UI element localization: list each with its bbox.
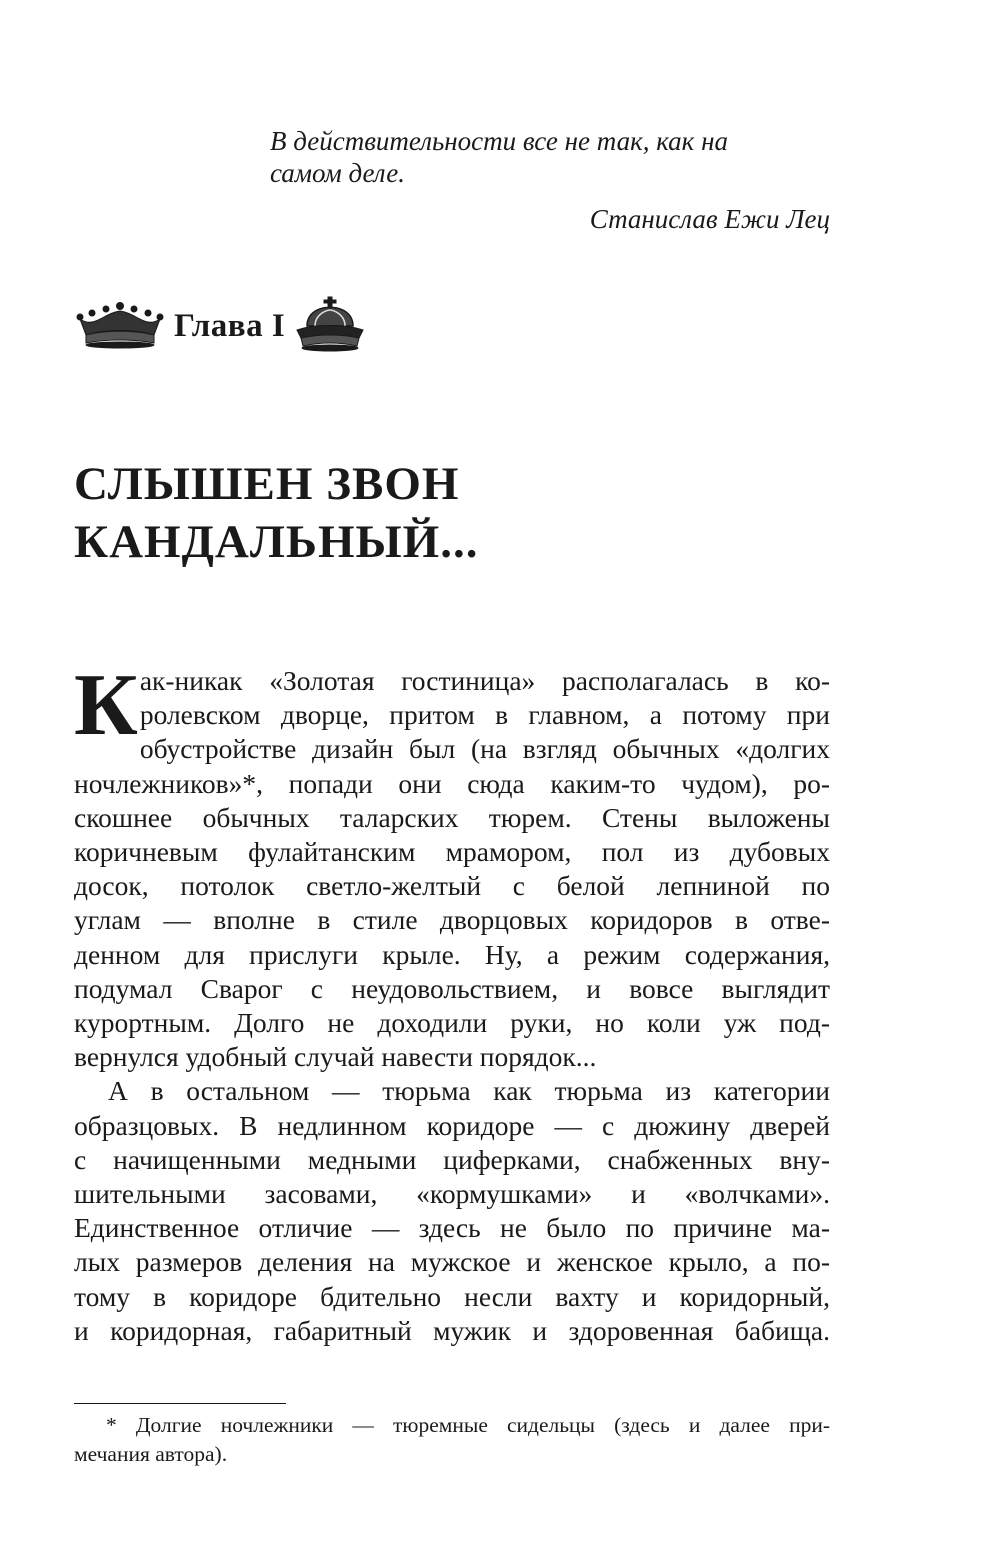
chapter-title xyxy=(74,455,834,571)
epigraph-line: самом деле. xyxy=(270,158,405,188)
epigraph-line: В действительности все не так, как на xyxy=(270,126,728,156)
text-line: шительными засовами, «кормушками» и «волчками». xyxy=(74,1178,830,1210)
text-line: денном для прислуги крыле. Ну, а режим содержания, xyxy=(74,938,830,970)
text-line: коричневым фулайтанским мрамором, пол из дубовых xyxy=(74,836,830,868)
text-line: образцовых. В недлинном коридоре — с дюжину дверей xyxy=(74,1109,830,1141)
text-line: лых размеров деления на мужское и женское крыло, а по- xyxy=(74,1246,830,1278)
text-line: тому в коридоре бдительно несли вахту и коридорный, xyxy=(74,1280,830,1312)
text-line: курортным. Долго не доходили руки, но коли уж под- xyxy=(74,1007,830,1039)
epigraph-author: Станислав Ежи Лец xyxy=(589,204,830,234)
text-line: Единственное отличие — здесь не было по причине ма- xyxy=(74,1212,830,1244)
text-line: досок, потолок светло-желтый с белой лепниной по xyxy=(74,870,830,902)
text-line: и коридорная, габаритный мужик и здоровенная бабища. xyxy=(74,1314,830,1346)
text-line: ночлежников»*, попади они сюда каким-то чудом), ро- xyxy=(74,767,830,799)
footnote-line: мечания автора). xyxy=(74,1442,228,1466)
text-line: подумал Сварог с неудовольствием, и вовсе выглядит xyxy=(74,972,830,1004)
footnote xyxy=(74,1411,830,1469)
body-text xyxy=(74,657,830,1348)
chapter-heading xyxy=(74,296,365,356)
text-line: А в остальном — тюрьма как тюрьма из категории xyxy=(108,1075,830,1107)
text-line: с начищенными медными циферками, снабженных вну- xyxy=(74,1143,830,1175)
footnote-line: * Долгие ночлежники — тюремные сидельцы (здесь и далее при- xyxy=(106,1413,830,1437)
chapter-label: Глава I xyxy=(174,307,286,344)
title-line: СЛЫШЕН ЗВОН xyxy=(74,458,460,510)
text-line: обустройстве дизайн был (на взгляд обычных «долгих xyxy=(139,733,830,765)
footnote-divider xyxy=(74,1403,286,1404)
crown-icon xyxy=(74,299,166,354)
epigraph xyxy=(270,125,830,235)
paragraph xyxy=(74,1074,830,1348)
paragraph xyxy=(74,657,830,1074)
text-line: ак-никак «Золотая гостиница» располагалась в ко- xyxy=(139,665,830,696)
text-line: вернулся удобный случай навести порядок... xyxy=(74,1041,597,1073)
text-line: углам — вполне в стиле дворцовых коридоров в отве- xyxy=(74,904,830,936)
drop-cap: К xyxy=(74,657,138,754)
text-line: скошнее обычных таларских тюрем. Стены выложены xyxy=(74,801,830,833)
crown-icon xyxy=(295,296,365,357)
text-line: ролевском дворце, притом в главном, а потому при xyxy=(139,699,830,731)
title-line: КАНДАЛЬНЫЙ... xyxy=(74,516,479,568)
